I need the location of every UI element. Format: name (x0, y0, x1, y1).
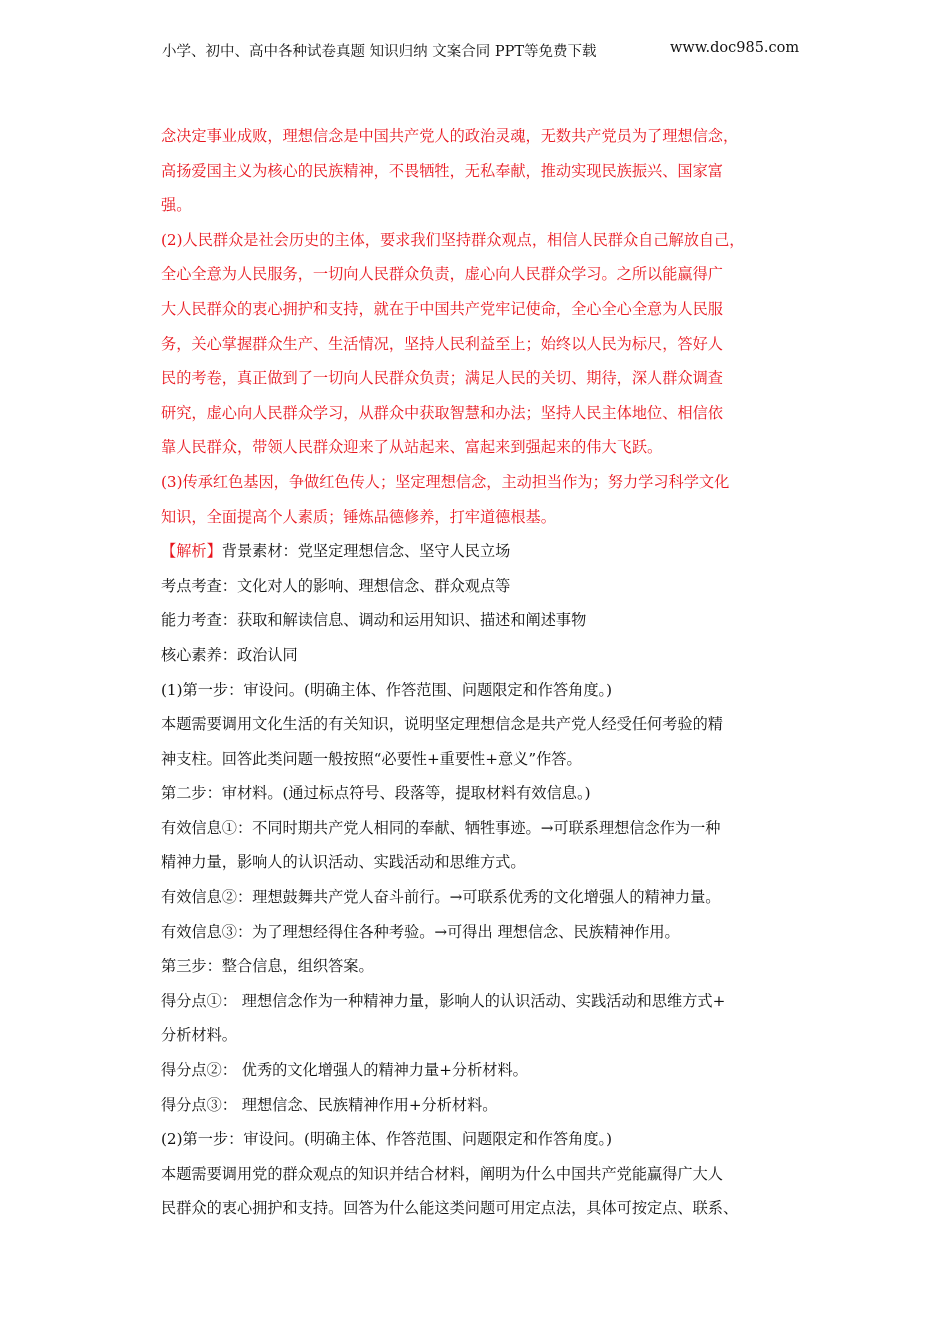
text-line (161, 984, 801, 1019)
text-line-content: 有效信息②：理想鼓舞共产党人奋斗前行。→可联系优秀的文化增强人的精神力量。 (161, 888, 721, 907)
text-line-content: 得分点②： 优秀的文化增强人的精神力量+分析材料。 (161, 1061, 528, 1080)
text-line (161, 569, 801, 604)
page-header (0, 40, 950, 64)
text-line (161, 811, 801, 846)
text-line-content: 民的考卷，真正做到了一切向人民群众负责；满足人民的关切、期待，深人群众调查 (161, 369, 723, 388)
text-line-content: 有效信息①：不同时期共产党人相同的奉献、牺牲事迹。→可联系理想信念作为一种 (161, 818, 721, 837)
text-line-content: 第三步：整合信息，组织答案。 (161, 957, 374, 976)
text-line (161, 257, 801, 292)
analysis-label: 【解析】 (161, 542, 222, 561)
text-line (161, 638, 801, 673)
text-line-content: 分析材料。 (161, 1026, 237, 1045)
text-line (161, 500, 801, 535)
text-line-content: 本题需要调用党的群众观点的知识并结合材料，阐明为什么中国共产党能赢得广大人 (161, 1164, 723, 1183)
header-site-url[interactable]: www.doc985.com (670, 40, 800, 56)
text-line (161, 949, 801, 984)
text-line-content: 精神力量，影响人的认识活动、实践活动和思维方式。 (161, 853, 526, 872)
text-line-content: 神支柱。回答此类问题一般按照“必要性+重要性+意义”作答。 (161, 749, 582, 768)
text-line-content: (2)第一步：审设问。(明确主体、作答范围、问题限定和作答角度。) (161, 1130, 613, 1149)
text-line (161, 880, 801, 915)
text-line (161, 465, 801, 500)
document-body (161, 119, 801, 1226)
text-line-content: 念决定事业成败，理想信念是中国共产党人的政治灵魂，无数共产党员为了理想信念， (161, 127, 739, 145)
text-line-content: (3)传承红色基因，争做红色传人；坚定理想信念，主动担当作为；努力学习科学文化 (161, 472, 730, 491)
text-line (161, 1018, 801, 1053)
text-line-content: 研究，虚心向人民群众学习，从群众中获取智慧和办法；坚持人民主体地位、相信依 (161, 403, 723, 422)
text-line-content: 考点考查：文化对人的影响、理想信念、群众观点等 (161, 576, 511, 595)
text-line (161, 430, 801, 465)
text-line-content: 得分点①： 理想信念作为一种精神力量，影响人的认识活动、实践活动和思维方式+ (161, 991, 726, 1010)
text-line (161, 1088, 801, 1123)
text-line (161, 396, 801, 431)
text-line (161, 707, 801, 742)
text-line-content: 民群众的衷心拥护和支持。回答为什么能这类问题可用定点法，具体可按定点、联系、 (161, 1199, 739, 1218)
text-line-content: 核心素养：政治认同 (161, 645, 298, 664)
text-line (161, 361, 801, 396)
text-line (161, 534, 801, 569)
text-line (161, 742, 801, 777)
text-line (161, 188, 801, 223)
text-line (161, 1122, 801, 1157)
text-line-content: 靠人民群众，带领人民群众迎来了从站起来、富起来到强起来的伟大飞跃。 (161, 438, 663, 457)
text-line (161, 915, 801, 950)
text-line-content: 得分点③： 理想信念、民族精神作用+分析材料。 (161, 1095, 498, 1114)
text-line (161, 119, 801, 154)
text-line (161, 845, 801, 880)
text-line-content: 强。 (161, 196, 192, 215)
text-line-content: 大人民群众的衷心拥护和支持，就在于中国共产党牢记使命，全心全心全意为人民服 (161, 299, 723, 318)
text-line (161, 776, 801, 811)
text-line (161, 1191, 801, 1226)
text-line (161, 154, 801, 189)
text-line-content: 全心全意为人民服务，一切向人民群众负责，虚心向人民群众学习。之所以能赢得广 (161, 265, 723, 284)
text-line (161, 603, 801, 638)
text-line (161, 1157, 801, 1192)
text-line-content: (2)人民群众是社会历史的主体，要求我们坚持群众观点，相信人民群众自己解放自己， (161, 230, 745, 249)
text-line (161, 292, 801, 327)
text-line-content: 第二步：审材料。(通过标点符号、段落等，提取材料有效信息。) (161, 784, 591, 803)
text-line (161, 327, 801, 362)
text-line-content: 有效信息③：为了理想经得住各种考验。→可得出 理想信念、民族精神作用。 (161, 922, 680, 941)
text-line (161, 673, 801, 708)
text-line (161, 223, 801, 258)
text-line-content: (1)第一步：审设问。(明确主体、作答范围、问题限定和作答角度。) (161, 680, 613, 699)
text-line-content: 高扬爱国主义为核心的民族精神，不畏牺牲，无私奉献，推动实现民族振兴、国家富 (161, 161, 723, 180)
text-line-content: 务，关心掌握群众生产、生活情况，坚持人民利益至上；始终以人民为标尺，答好人 (161, 334, 723, 353)
text-line (161, 1053, 801, 1088)
text-line-content: 能力考查：获取和解读信息、调动和运用知识、描述和阐述事物 (161, 611, 587, 630)
text-line-content: 背景素材：党坚定理想信念、坚守人民立场 (221, 542, 511, 561)
text-line-content: 本题需要调用文化生活的有关知识，说明坚定理想信念是共产党人经受任何考验的精 (161, 715, 723, 734)
text-line-content: 知识，全面提高个人素质；锤炼品德修养，打牢道德根基。 (161, 507, 556, 526)
header-site-tagline: 小学、初中、高中各种试卷真题 知识归纳 文案合同 PPT等免费下载 (162, 44, 597, 60)
